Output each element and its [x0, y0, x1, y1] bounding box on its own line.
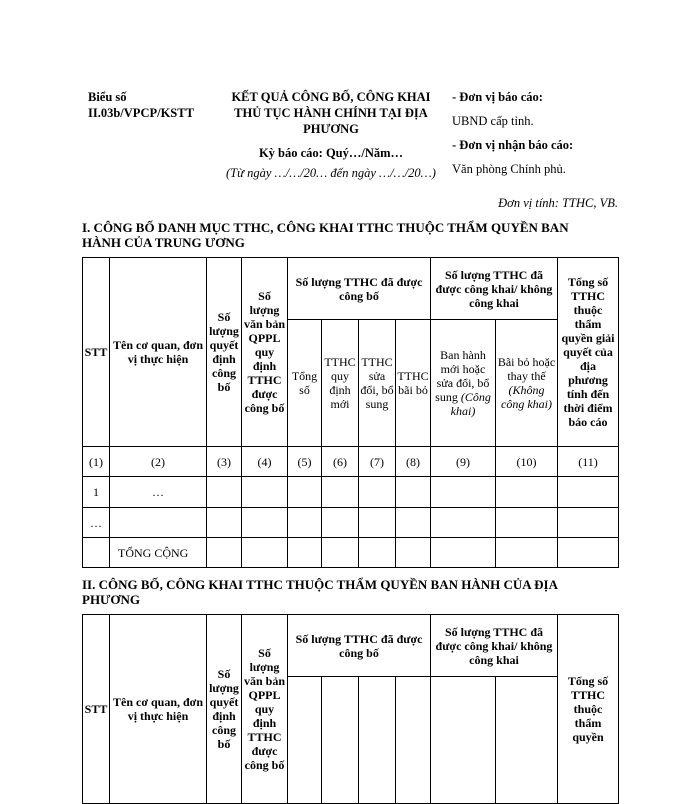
section2-table: [82, 614, 619, 804]
col-number: (11): [558, 447, 619, 477]
sub-removed-note: (Không công khai): [501, 383, 552, 411]
form-code: [88, 89, 218, 121]
form-code-line2: II.03b/VPCP/KSTT: [88, 106, 194, 120]
total-label: TỔNG CỘNG: [110, 538, 207, 568]
sub-total-header: Tổng số: [288, 320, 322, 447]
row-agency: …: [110, 477, 207, 508]
receiving-unit-value: Văn phòng Chính phủ.: [452, 162, 566, 176]
group-announced-header: Số lượng TTHC đã được công bố: [288, 615, 431, 677]
col-total-header: Tổng số TTHC thuộc thẩm quyền: [558, 615, 619, 804]
col-number: (6): [322, 447, 359, 477]
table-row: [83, 508, 619, 538]
row-stt: …: [83, 508, 110, 538]
row-stt: 1: [83, 477, 110, 508]
col-stt-header: STT: [83, 258, 110, 447]
report-date-range: (Từ ngày …/…/20… đến ngày …/…/20…): [226, 166, 436, 180]
report-period: Kỳ báo cáo: Quý…/Năm…: [258, 146, 404, 160]
group-disclosed-header: Số lượng TTHC đã được công khai/ không công khai: [431, 615, 558, 677]
reporting-unit-value: UBND cấp tỉnh.: [452, 114, 534, 128]
section1-heading: [82, 220, 618, 250]
sub-removed-text: Bãi bỏ hoặc thay thế: [497, 355, 556, 383]
sub-amended-part1: TTHC: [361, 355, 393, 369]
col-agency-header: Tên cơ quan, đơn vị thực hiện: [110, 615, 207, 804]
group-announced-header: Số lượng TTHC đã được công bố: [288, 258, 431, 320]
sub-amended-part2: sửa đổi, bổ sung: [360, 369, 394, 411]
col-stt-header: STT: [83, 615, 110, 804]
report-title-line2: THỦ TỤC HÀNH CHÍNH TẠI ĐỊA: [234, 106, 428, 120]
form-code-line1: Biểu số: [88, 90, 127, 104]
sub-issued-header: [431, 320, 496, 447]
report-title-line1: KẾT QUẢ CÔNG BỐ, CÔNG KHAI: [231, 90, 431, 104]
receiving-unit-label: - Đơn vị nhận báo cáo:: [452, 138, 574, 152]
col-number: (10): [496, 447, 558, 477]
col-agency-header: Tên cơ quan, đơn vị thực hiện: [110, 258, 207, 447]
col-number: (2): [110, 447, 207, 477]
section2-heading: [82, 577, 618, 607]
sub-issued-note: (Công khai): [450, 390, 491, 418]
section1-table: [82, 257, 619, 568]
report-title-block: [208, 89, 454, 181]
section1-heading-line2: HÀNH CỦA TRUNG ƯƠNG: [82, 235, 245, 250]
sub-new-header: TTHC quy định mới: [322, 320, 359, 447]
unit-of-measure: Đơn vị tính: TTHC, VB.: [498, 196, 618, 210]
col-decisions-header: Số lượng quyết định công bố: [207, 615, 242, 804]
table-row: [83, 477, 619, 508]
total-row: [83, 538, 619, 568]
col-number: (1): [83, 447, 110, 477]
report-title-line3: PHƯƠNG: [303, 122, 359, 136]
section1-heading-line1: I. CÔNG BỐ DANH MỤC TTHC, CÔNG KHAI TTHC THUỘC THẨM QUYỀN BAN: [82, 220, 569, 235]
col-documents-header: Số lượng văn bản QPPL quy định TTHC được công bố: [242, 258, 288, 447]
reporting-unit-label: - Đơn vị báo cáo:: [452, 90, 543, 104]
column-number-row: [83, 447, 619, 477]
sub-abolished-header: TTHC bãi bỏ: [396, 320, 431, 447]
sub-amended-header: [359, 320, 396, 447]
col-documents-header: Số lượng văn bản QPPL quy định TTHC được công bố: [242, 615, 288, 804]
col-number: (7): [359, 447, 396, 477]
col-number: (3): [207, 447, 242, 477]
group-disclosed-header: Số lượng TTHC đã được công khai/ không công khai: [431, 258, 558, 320]
col-number: (5): [288, 447, 322, 477]
units-block: [452, 89, 652, 177]
col-number: (9): [431, 447, 496, 477]
col-decisions-header: Số lượng quyết định công bố: [207, 258, 242, 447]
col-total-header: Tổng số TTHC thuộc thẩm quyền giải quyết của địa phương tính đến thời điểm báo cáo: [558, 258, 619, 447]
section2-heading-line1: II. CÔNG BỐ, CÔNG KHAI TTHC THUỘC THẨM QUYỀN BAN HÀNH CỦA ĐỊA: [82, 577, 558, 592]
sub-issued-text: Ban hành mới hoặc sửa đổi, bổ sung: [435, 348, 490, 404]
section2-heading-line2: PHƯƠNG: [82, 592, 141, 607]
sub-removed-header: [496, 320, 558, 447]
col-number: (8): [396, 447, 431, 477]
col-number: (4): [242, 447, 288, 477]
